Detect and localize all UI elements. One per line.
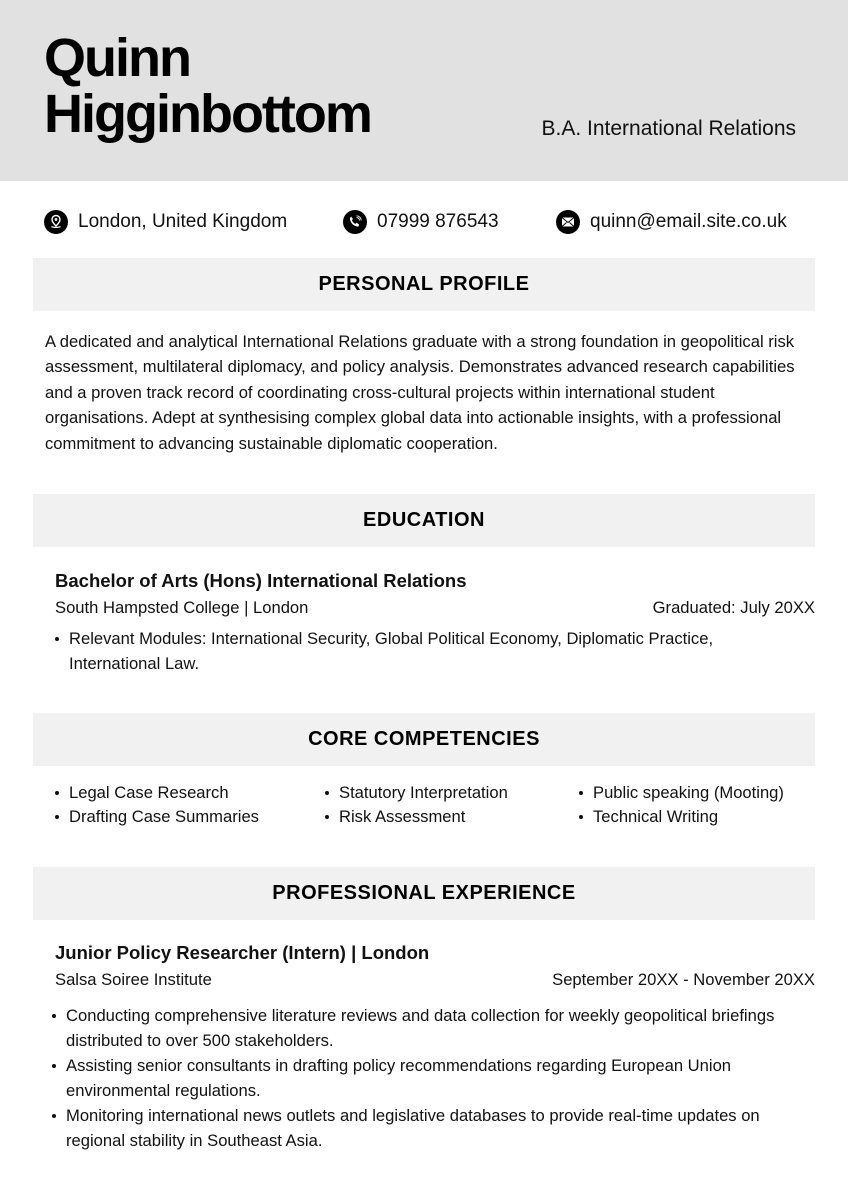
contact-phone	[343, 207, 499, 237]
job-meta	[55, 970, 815, 990]
section-title: PROFESSIONAL EXPERIENCE	[272, 882, 576, 904]
list-item: Technical Writing	[579, 805, 784, 829]
list-item: Monitoring international news outlets and legislative databases to provide real-time updates on regional stability in Southeast Asia.	[52, 1103, 797, 1153]
job-dates: September 20XX - November 20XX	[552, 970, 815, 989]
job-organisation: Salsa Soiree Institute	[55, 970, 212, 989]
competency-column-3	[579, 781, 784, 828]
experience-bullets	[52, 1003, 797, 1153]
location-pin-icon	[44, 210, 68, 234]
list-item: Legal Case Research	[55, 781, 259, 805]
education-meta	[55, 598, 815, 618]
resume-header	[0, 0, 848, 181]
contact-bar	[44, 207, 804, 237]
envelope-icon	[556, 210, 580, 234]
list-item: Statutory Interpretation	[325, 781, 508, 805]
section-title: PERSONAL PROFILE	[318, 273, 530, 295]
contact-location	[44, 207, 287, 237]
education-degree: Bachelor of Arts (Hons) International Relations	[55, 570, 467, 591]
first-name: Quinn	[44, 28, 190, 88]
candidate-name	[44, 30, 371, 142]
list-item: Assisting senior consultants in drafting policy recommendations regarding European Union environmental regulations.	[52, 1053, 797, 1103]
section-header-competencies	[33, 713, 815, 766]
competency-column-1	[55, 781, 259, 828]
education-institution: South Hampsted College | London	[55, 598, 309, 617]
education-bullets	[55, 626, 775, 676]
profile-paragraph: A dedicated and analytical International Relations graduate with a strong foundation in geopolitical risk assessment, multilateral diplomacy, and policy analysis. Demonstrates advanced research capabilities and a proven track record of coordinating cross-cultural projects within international student organisations. Adept at synthesising complex global data into actionable insights, with a professional commitment to advancing sustainable diplomatic cooperation.	[45, 332, 795, 453]
contact-email	[556, 207, 787, 237]
education-date: Graduated: July 20XX	[652, 598, 815, 617]
last-name: Higginbottom	[44, 84, 371, 144]
list-item: Public speaking (Mooting)	[579, 781, 784, 805]
list-item: Risk Assessment	[325, 805, 508, 829]
phone-text[interactable]: 07999 876543	[377, 211, 499, 232]
phone-icon	[343, 210, 367, 234]
email-text[interactable]: quinn@email.site.co.uk	[590, 211, 787, 232]
section-title: CORE COMPETENCIES	[308, 728, 540, 750]
section-header-education	[33, 494, 815, 547]
job-title: Junior Policy Researcher (Intern) | London	[55, 942, 430, 963]
location-text: London, United Kingdom	[78, 211, 288, 232]
competency-column-2	[325, 781, 508, 828]
list-item: Conducting comprehensive literature reviews and data collection for weekly geopolitical briefings distributed to over 500 stakeholders.	[52, 1003, 797, 1053]
section-header-experience	[33, 867, 815, 920]
degree-title: B.A. International Relations	[541, 117, 796, 140]
section-header-profile	[33, 258, 815, 311]
list-item: Drafting Case Summaries	[55, 805, 259, 829]
list-item: Relevant Modules: International Security, Global Political Economy, Diplomatic Practice, International Law.	[55, 626, 775, 676]
section-title: EDUCATION	[363, 509, 485, 531]
